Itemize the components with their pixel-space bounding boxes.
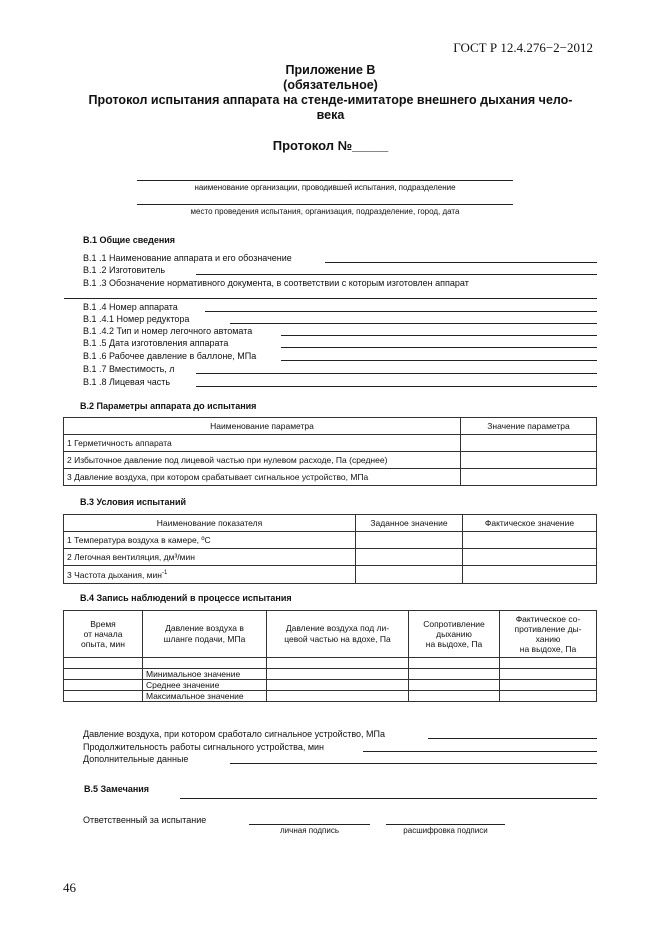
section-b2-title: В.2 Параметры аппарата до испытания [80, 401, 257, 411]
b4-cell [64, 680, 143, 691]
b4-h3-l2: цевой частью на вдохе, Па [284, 634, 391, 644]
appendix-heading: Приложение В [285, 63, 376, 77]
signature-caption: личная подпись [280, 826, 339, 835]
b4-cell [64, 658, 143, 669]
b3-row-2-actual [463, 549, 597, 566]
b4-h2-l1: Давление воздуха в [165, 623, 244, 633]
b4-cell [500, 658, 597, 669]
b4-h5-l1: Фактическое со- [515, 614, 581, 624]
b4-header-hose-pressure [143, 611, 267, 658]
b3-row-2-target [356, 549, 463, 566]
b4-h5-l3: ханию [535, 634, 561, 644]
signature-name-caption: расшифровка подписи [403, 826, 488, 835]
b2-header-value: Значение параметра [461, 418, 597, 435]
b3-row-1-actual [463, 532, 597, 549]
b4-cell [409, 669, 500, 680]
b3-row-1-target [356, 532, 463, 549]
b4-h4-l2: дыханию [436, 629, 472, 639]
b1-item-5-line [230, 323, 597, 324]
b4-header-mask-pressure [267, 611, 409, 658]
b4-cell [64, 691, 143, 702]
b4-cell [409, 658, 500, 669]
appendix-title-line2: века [316, 108, 345, 122]
b1-item-1-line [325, 262, 597, 263]
b1-item-8: В.1 .6 Рабочее давление в баллоне, МПа [83, 351, 257, 361]
b4-cell [409, 691, 500, 702]
section-b3-title: В.3 Условия испытаний [80, 497, 187, 507]
b3-row-3-actual [463, 566, 597, 584]
b1-item-6: В.1 .4.2 Тип и номер легочного автомата [83, 326, 253, 336]
b3-row-3 [64, 566, 356, 584]
signal-duration-line [363, 751, 597, 752]
b1-item-10-line [196, 386, 597, 387]
b3-row-2: 2 Легочная вентиляция, дм³/мин [64, 549, 356, 566]
b4-h5-l4: на выдохе, Па [519, 644, 577, 654]
extra-data-line [230, 763, 597, 764]
b1-item-7: В.1 .5 Дата изготовления аппарата [83, 338, 229, 348]
responsible-label: Ответственный за испытание [83, 815, 207, 825]
b2-row-3-value [461, 469, 597, 486]
b1-item-4-line [205, 311, 597, 312]
b1-item-9-line [196, 373, 597, 374]
b1-item-7-line [281, 347, 597, 348]
org-line [137, 180, 513, 181]
b4-cell [64, 669, 143, 680]
b4-header-time [64, 611, 143, 658]
b4-summary-min: Минимальное значение [143, 669, 267, 680]
standard-number: ГОСТ Р 12.4.276−2−2012 [453, 40, 593, 55]
b1-item-8-line [281, 360, 597, 361]
section-b1-title: В.1 Общие сведения [83, 235, 176, 245]
b1-item-2-line [196, 274, 597, 275]
b1-item-6-line [281, 335, 597, 336]
b4-cell [500, 669, 597, 680]
b1-item-4: В.1 .4 Номер аппарата [83, 302, 178, 312]
b4-h2-l2: шланге подачи, МПа [163, 634, 246, 644]
b4-h4-l1: Сопротивление [423, 619, 485, 629]
b2-row-2: 2 Избыточное давление под лицевой частью при нулевом расходе, Па (среднее) [64, 452, 461, 469]
b2-row-2-value [461, 452, 597, 469]
b4-cell [267, 658, 409, 669]
appendix-status: (обязательное) [283, 78, 378, 92]
signal-pressure-label: Давление воздуха, при котором сработало сигнальное устройство, МПа [83, 729, 385, 739]
remarks-line [180, 798, 597, 799]
b2-row-3: 3 Давление воздуха, при котором срабатывает сигнальное устройство, МПа [64, 469, 461, 486]
b4-summary-avg: Среднее значение [143, 680, 267, 691]
b3-table [63, 514, 597, 584]
b1-item-9: В.1 .7 Вместимость, л [83, 364, 175, 374]
b1-item-10: В.1 .8 Лицевая часть [83, 377, 171, 387]
org-caption: наименование организации, проводившей испытания, подразделение [194, 183, 456, 192]
b4-h3-l1: Давление воздуха под ли- [285, 623, 390, 633]
b2-header-name: Наименование параметра [64, 418, 461, 435]
b2-table [63, 417, 597, 486]
b4-h4-l3: на выдохе, Па [425, 639, 483, 649]
b3-header-name: Наименование показателя [64, 515, 356, 532]
b4-table [63, 610, 597, 702]
b3-header-actual: Фактическое значение [463, 515, 597, 532]
place-caption: место проведения испытания, организация, подразделение, город, дата [190, 207, 460, 216]
b4-header-actual-resistance [500, 611, 597, 658]
b4-cell [143, 658, 267, 669]
appendix-title-line1: Протокол испытания аппарата на стенде-имитаторе внешнего дыхания чело- [88, 93, 573, 107]
b4-header-resistance [409, 611, 500, 658]
b4-summary-max: Максимальное значение [143, 691, 267, 702]
b4-h1-l2: от начала [83, 629, 123, 639]
page-number: 46 [63, 880, 76, 895]
b1-item-5: В.1 .4.1 Номер редуктора [83, 314, 190, 324]
b1-item-1: В.1 .1 Наименование аппарата и его обозначение [83, 253, 292, 263]
b1-item-3-line [64, 298, 597, 299]
b4-cell [500, 680, 597, 691]
signature-line [249, 824, 370, 825]
b3-row-3-target [356, 566, 463, 584]
b4-cell [267, 669, 409, 680]
b3-row-1: 1 Температура воздуха в камере, ºС [64, 532, 356, 549]
b3-header-target: Заданное значение [356, 515, 463, 532]
b4-cell [267, 691, 409, 702]
b2-row-1-value [461, 435, 597, 452]
section-b5-title: В.5 Замечания [84, 784, 150, 794]
b4-h5-l2: противление ды- [514, 624, 582, 634]
b3-row-3-sup: -1 [161, 569, 168, 576]
b4-cell [500, 691, 597, 702]
b4-cell [409, 680, 500, 691]
b4-h1-l3: опыта, мин [81, 639, 125, 649]
signal-duration-label: Продолжительность работы сигнального устройства, мин [83, 742, 325, 752]
b1-item-2: В.1 .2 Изготовитель [83, 265, 166, 275]
place-line [137, 204, 513, 205]
signal-pressure-line [428, 738, 597, 739]
b4-cell [267, 680, 409, 691]
section-b4-title: В.4 Запись наблюдений в процессе испытания [80, 593, 292, 603]
protocol-number: Протокол №_____ [272, 138, 389, 153]
b3-row-3-label: 3 Частота дыхания, мин [67, 569, 162, 580]
b2-row-1: 1 Герметичность аппарата [64, 435, 461, 452]
b1-item-3: В.1 .3 Обозначение нормативного документа, в соответствии с которым изготовлен аппарат [83, 278, 469, 288]
extra-data-label: Дополнительные данные [83, 754, 189, 764]
b4-h1-l1: Время [90, 619, 116, 629]
signature-name-line [386, 824, 505, 825]
